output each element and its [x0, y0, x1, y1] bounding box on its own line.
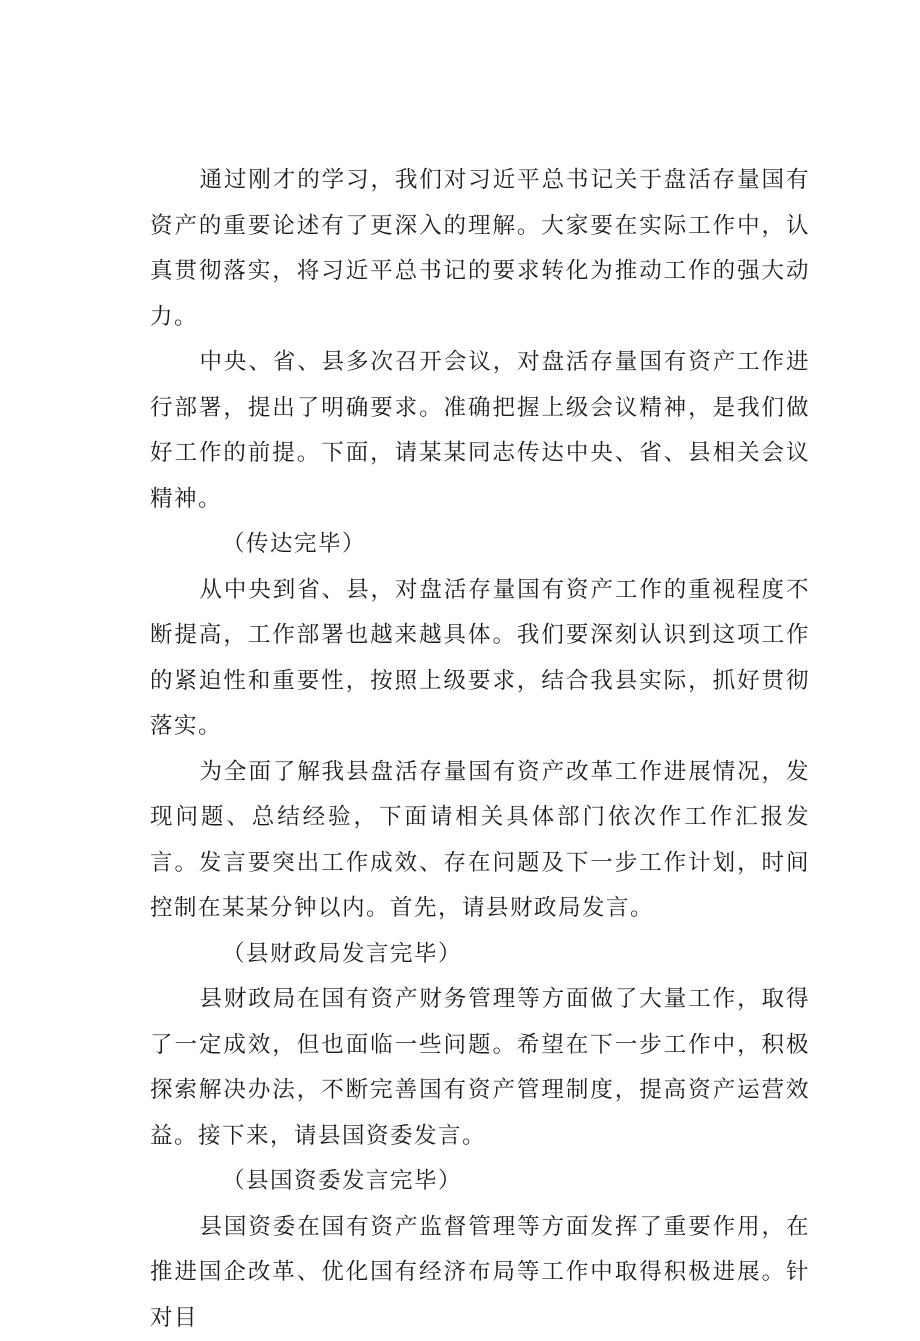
stage-note-1: （传达完毕） — [150, 522, 810, 568]
paragraph-1: 通过刚才的学习，我们对习近平总书记关于盘活存量国有资产的重要论述有了更深入的理解。大家要在实际工作中，认真贯彻落实，将习近平总书记的要求转化为推动工作的强大动力。 — [150, 158, 810, 340]
stage-note-2: （县财政局发言完毕） — [150, 932, 810, 978]
paragraph-4: 为全面了解我县盘活存量国有资产改革工作进展情况，发现问题、总结经验，下面请相关具体部门依次作工作汇报发言。发言要突出工作成效、存在问题及下一步工作计划，时间控制在某某分钟以内。首先，请县财政局发言。 — [150, 750, 810, 932]
document-body — [150, 158, 810, 1341]
paragraph-5: 县财政局在国有资产财务管理等方面做了大量工作，取得了一定成效，但也面临一些问题。希望在下一步工作中，积极探索解决办法，不断完善国有资产管理制度，提高资产运营效益。接下来，请县国资委发言。 — [150, 977, 810, 1159]
paragraph-2: 中央、省、县多次召开会议，对盘活存量国有资产工作进行部署，提出了明确要求。准确把握上级会议精神，是我们做好工作的前提。下面，请某某同志传达中央、省、县相关会议精神。 — [150, 340, 810, 522]
paragraph-6: 县国资委在国有资产监督管理等方面发挥了重要作用，在推进国企改革、优化国有经济布局等工作中取得积极进展。针对目 — [150, 1205, 810, 1341]
paragraph-3: 从中央到省、县，对盘活存量国有资产工作的重视程度不断提高，工作部署也越来越具体。我们要深刻认识到这项工作的紧迫性和重要性，按照上级要求，结合我县实际，抓好贯彻落实。 — [150, 568, 810, 750]
stage-note-3: （县国资委发言完毕） — [150, 1159, 810, 1205]
